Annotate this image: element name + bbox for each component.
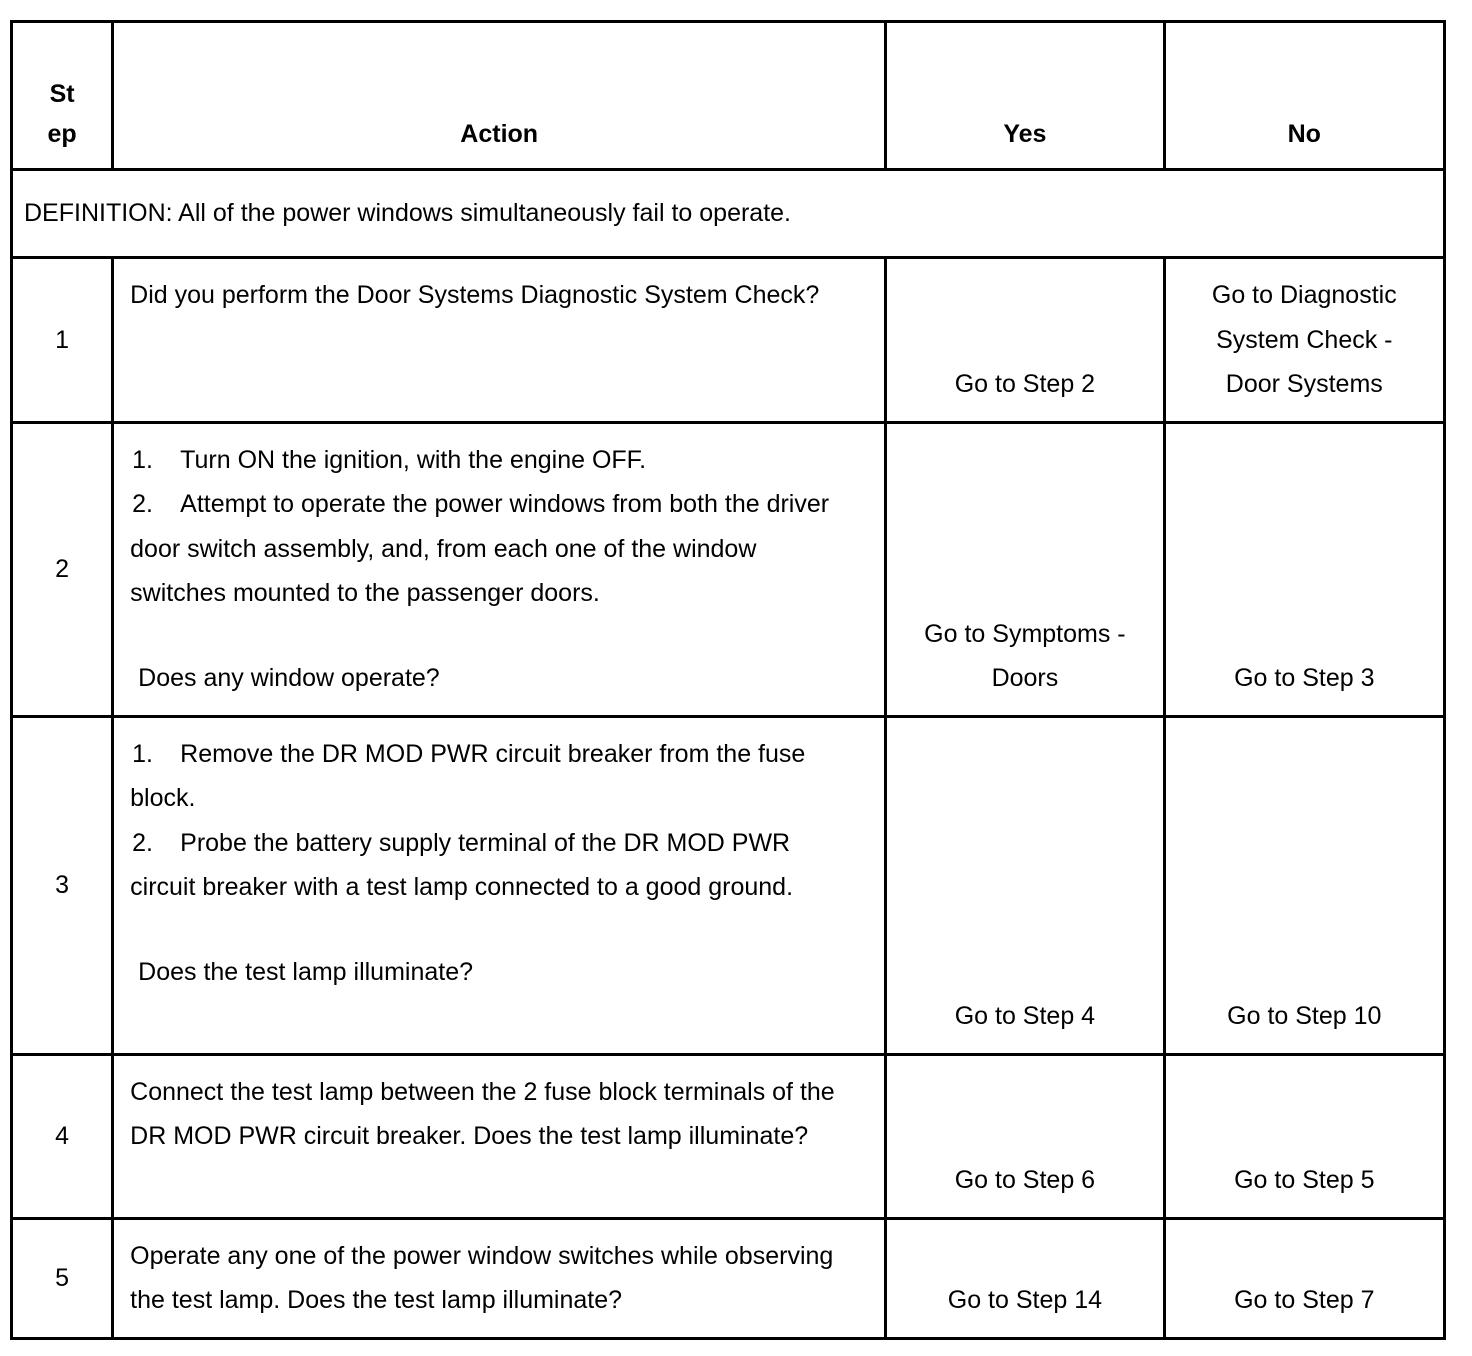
no-cell — [1164, 258, 1444, 423]
step-number: 2 — [12, 422, 113, 716]
definition-text: DEFINITION: All of the power windows simultaneously fail to operate. — [12, 170, 1445, 258]
no-cell — [1164, 1054, 1444, 1218]
step-number: 1 — [12, 258, 113, 423]
no-link[interactable]: Go to Step 5 — [1234, 1166, 1375, 1194]
list-item-text: Attempt to operate the power windows from both the driver door switch assembly, and, from each one of the window switches mounted to the passenger doors. — [130, 490, 830, 607]
action-cell — [113, 716, 886, 1054]
list-marker: 1. — [132, 739, 153, 768]
action-cell — [113, 258, 886, 423]
table-row — [12, 716, 1445, 1054]
action-text: Did you perform the Door Systems Diagnostic System Check? — [130, 281, 820, 309]
table-row — [12, 1218, 1445, 1338]
list-item — [130, 438, 856, 483]
yes-link[interactable]: Go to Step 6 — [954, 1166, 1096, 1194]
action-cell — [113, 422, 886, 716]
header-step-line1: St — [49, 80, 75, 108]
yes-line: Doors — [991, 664, 1059, 692]
step-number: 5 — [12, 1218, 113, 1338]
no-cell — [1164, 422, 1444, 716]
header-yes: Yes — [886, 22, 1164, 170]
header-step — [12, 22, 113, 170]
yes-line: Go to Symptoms - — [924, 619, 1126, 648]
no-line: System Check - — [1216, 325, 1393, 354]
list-marker: 2. — [132, 490, 153, 518]
table-row — [12, 258, 1445, 423]
no-cell — [1164, 1218, 1444, 1338]
yes-link[interactable] — [924, 620, 1125, 693]
yes-cell — [886, 422, 1164, 716]
no-cell — [1164, 716, 1444, 1054]
no-line: Go to Diagnostic — [1211, 281, 1397, 309]
list-item-text: Remove the DR MOD PWR circuit breaker from the fuse block. — [130, 739, 806, 812]
question-text: Does the test lamp illuminate? — [138, 957, 474, 986]
yes-cell — [886, 1218, 1164, 1338]
question-text: Does any window operate? — [138, 663, 440, 692]
action-cell — [113, 1054, 886, 1218]
no-link[interactable] — [1212, 281, 1397, 398]
action-cell — [113, 1218, 886, 1338]
yes-cell — [886, 1054, 1164, 1218]
list-marker: 1. — [132, 445, 153, 474]
table-row — [12, 422, 1445, 716]
action-text: Connect the test lamp between the 2 fuse block terminals of the DR MOD PWR circuit breaker. Does the test lamp illuminate? — [130, 1077, 835, 1150]
no-link[interactable]: Go to Step 7 — [1234, 1286, 1375, 1314]
list-item — [130, 821, 856, 910]
yes-cell — [886, 258, 1164, 423]
step-number: 4 — [12, 1054, 113, 1218]
header-action: Action — [113, 22, 886, 170]
list-item — [130, 732, 856, 821]
yes-link[interactable]: Go to Step 14 — [947, 1286, 1103, 1314]
action-text: Operate any one of the power window switches while observing the test lamp. Does the test lamp illuminate? — [130, 1241, 834, 1314]
step-number: 3 — [12, 716, 113, 1054]
header-row — [12, 22, 1445, 170]
yes-link[interactable]: Go to Step 4 — [954, 1002, 1096, 1030]
no-link[interactable]: Go to Step 3 — [1234, 664, 1375, 692]
header-no: No — [1164, 22, 1444, 170]
yes-cell — [886, 716, 1164, 1054]
list-item — [130, 482, 856, 616]
no-line: Door Systems — [1225, 370, 1383, 398]
diagnostic-table — [10, 20, 1446, 1340]
table-row — [12, 1054, 1445, 1218]
list-marker: 2. — [132, 828, 153, 857]
header-step-line2: ep — [47, 120, 77, 148]
no-link[interactable]: Go to Step 10 — [1227, 1002, 1382, 1030]
list-item-text: Probe the battery supply terminal of the DR MOD PWR circuit breaker with a test lamp connected to a good ground. — [130, 828, 794, 901]
yes-link[interactable]: Go to Step 2 — [954, 370, 1096, 398]
list-item-text: Turn ON the ignition, with the engine OFF. — [180, 445, 647, 474]
definition-row — [12, 170, 1445, 258]
